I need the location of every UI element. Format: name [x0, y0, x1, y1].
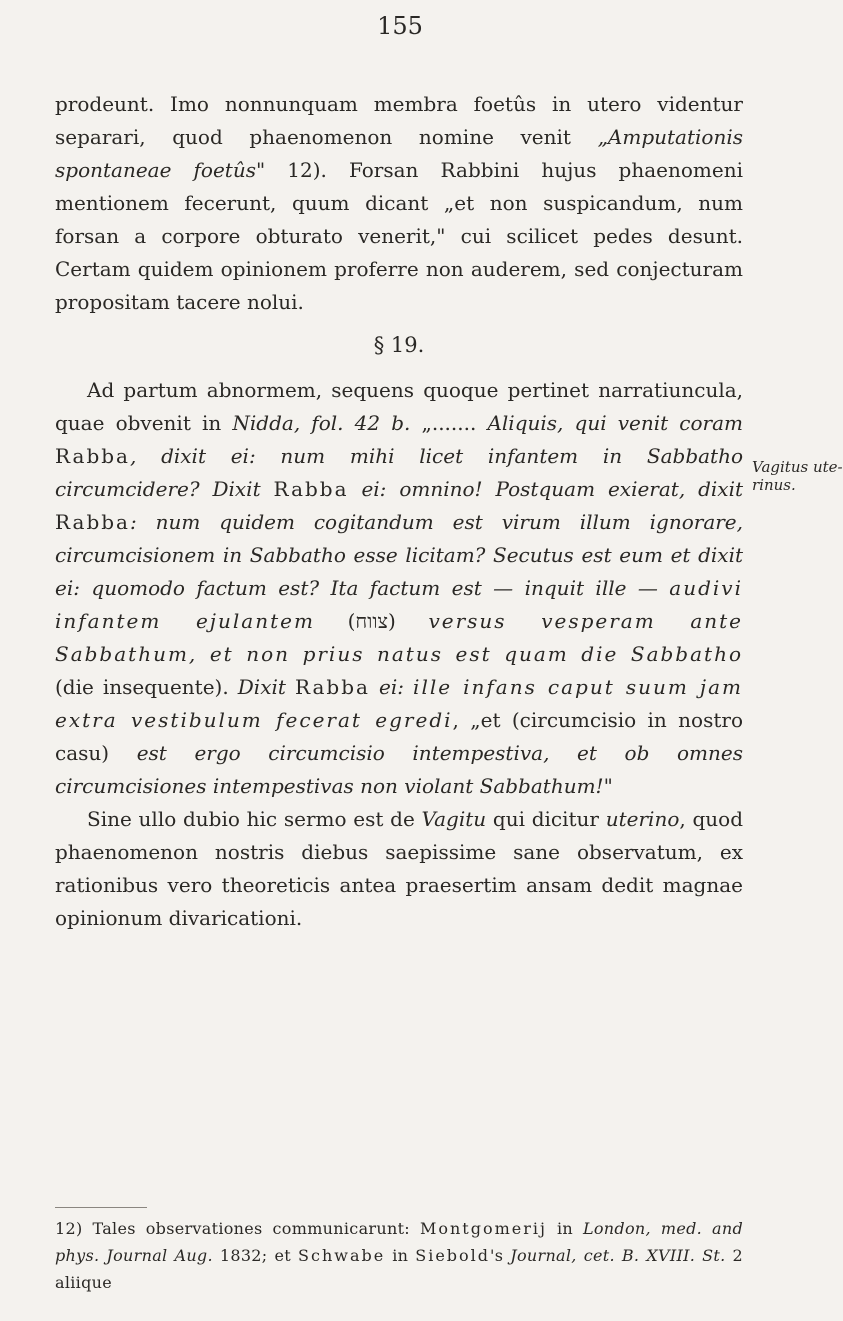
fn-t6: Schwabe	[298, 1246, 386, 1265]
fn-t7: in	[385, 1246, 416, 1265]
p2-t15: Dixit	[237, 675, 295, 699]
p2-t18: ille infans caput suum jam extra vestibulum fecerat egredi	[55, 675, 743, 732]
paragraph-1	[55, 88, 743, 319]
p3-t5: , quod phaenomenon nostris diebus saepissime sane observatum, ex rationibus vero theoreticis antea praesertim ansam dedit magnae opinionum divaricationi.	[55, 807, 743, 930]
fn-t4: London, med. and phys. Journal Aug.	[55, 1219, 743, 1265]
margin-note-line-2: rinus.	[752, 476, 796, 494]
footnote	[55, 1215, 743, 1296]
fn-t8: Siebold	[415, 1246, 491, 1265]
margin-note	[752, 458, 843, 494]
footnote-rule	[55, 1207, 147, 1208]
p3-t4: uterino	[605, 807, 680, 831]
paragraph-3	[55, 803, 743, 935]
p2-t14: (die insequente).	[55, 675, 238, 699]
p2-t2: Nidda, fol. 42 b.	[232, 411, 411, 435]
fn-t11: 2 aliique	[55, 1246, 744, 1292]
paragraph-1-text-b: 12). Forsan Rabbini hujus phaenomeni mentionem fecerunt, quum dicant „et non suspicandum, num forsan a corpore obturato venerit," cui scilicet pedes desunt. Certam quidem opinionem proferre non auderem, sed conjecturam propositam tacere nolui.	[55, 158, 743, 314]
p2-t1: Ad partum abnormem, sequens quoque pertinet narratiuncula, quae obvenit in	[55, 378, 743, 435]
fn-t3: in	[546, 1219, 583, 1238]
p2-t10: : num quidem cogitandum est virum illum ignorare, circumcisionem in Sabbatho esse licitam? Secutus est eum et dixit ei: quomodo factum est? Ita factum est — inquit ille —	[55, 510, 743, 600]
p2-t9: Rabba	[55, 510, 130, 534]
p2-t13: versus vesperam ante Sabbathum, et non prius natus est quam die Sabbatho	[55, 609, 744, 666]
fn-t2: Montgomerij	[419, 1219, 547, 1238]
body-text	[55, 88, 743, 935]
p2-t3: „.......	[410, 411, 488, 435]
p2-t12: (צווח)	[314, 609, 429, 633]
paragraph-1-italic-term: „Amputationis spontaneae foetûs"	[55, 125, 743, 182]
fn-t9: 's	[490, 1246, 511, 1265]
p2-t17: ei:	[369, 675, 414, 699]
p2-t11: audivi infantem ejulantem	[55, 576, 743, 633]
paragraph-2	[55, 374, 743, 803]
p3-t3: qui dicitur	[486, 807, 606, 831]
p2-t7: Rabba	[273, 477, 349, 501]
p2-t4: Aliquis, qui venit coram	[487, 411, 743, 435]
p2-t19: , „et (circumcisio in nostro casu)	[55, 708, 743, 765]
paragraph-1-text-a: prodeunt. Imo nonnunquam membra foetûs in utero videntur separari, quod phaenomenon nomine venit	[55, 92, 743, 149]
p2-t20: est ergo circumcisio intempestiva, et ob omnes circumcisiones intempestivas non violant Sabbathum!"	[55, 741, 743, 798]
p2-t5: Rabba	[55, 444, 130, 468]
margin-note-line-1: Vagitus ute-	[752, 458, 843, 476]
p2-t16: Rabba	[294, 675, 370, 699]
p3-t1: Sine ullo dubio hic sermo est de	[87, 807, 422, 831]
fn-t1: 12) Tales observationes communicarunt:	[55, 1219, 420, 1238]
fn-t5: 1832; et	[212, 1246, 299, 1265]
fn-t10: Journal, cet. B. XVIII. St.	[510, 1246, 726, 1265]
section-heading: § 19.	[373, 333, 425, 357]
p2-t8: ei: omnino! Postquam exierat, dixit	[348, 477, 744, 501]
p3-t2: Vagitu	[421, 807, 487, 831]
page-number: 155	[377, 12, 423, 40]
p2-t6: , dixit ei: num mihi licet infantem in Sabbatho circumcidere? Dixit	[55, 444, 743, 501]
